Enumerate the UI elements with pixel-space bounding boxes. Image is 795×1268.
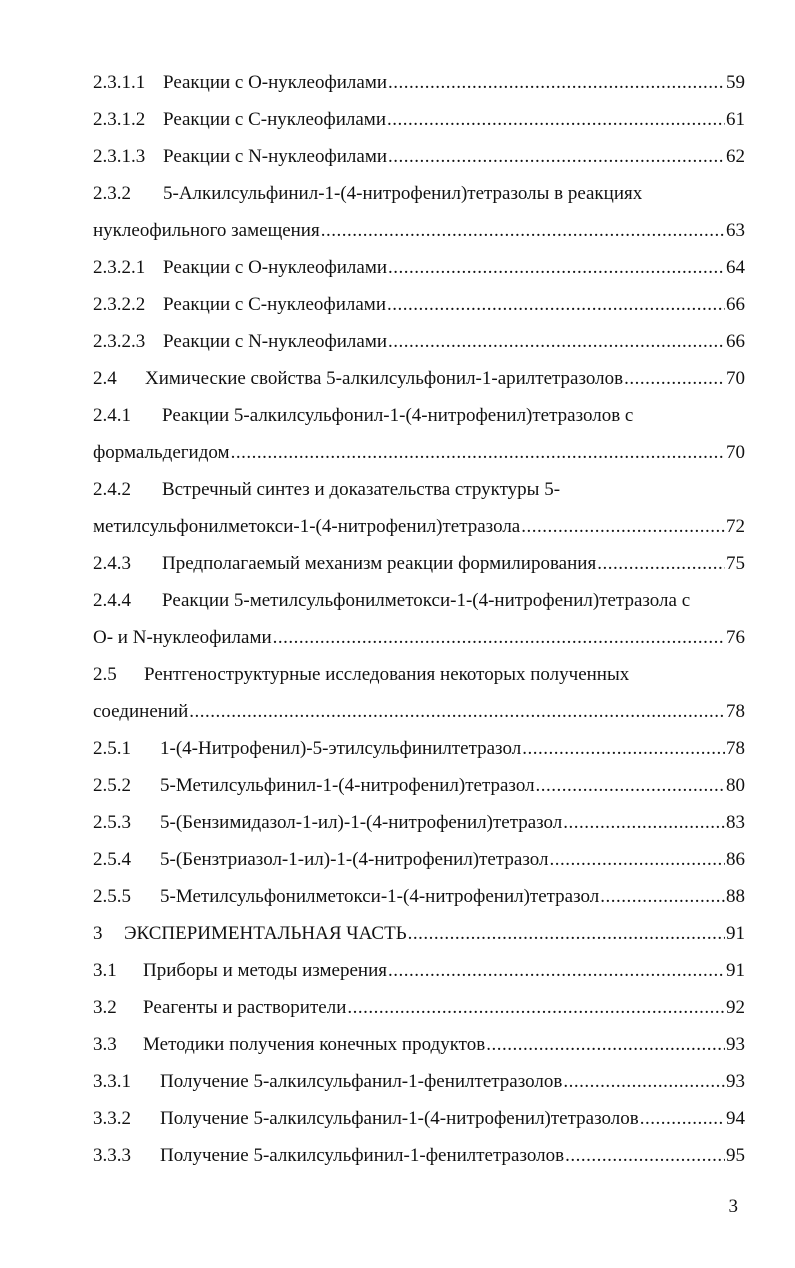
toc-dot-leader — [273, 619, 725, 656]
toc-entry-title: Встречный синтез и доказательства структуры 5- — [162, 479, 561, 500]
toc-entry-page: 72 — [726, 516, 745, 537]
toc-entry-title: 5-Метилсульфинил-1-(4-нитрофенил)тетразол — [160, 775, 535, 796]
toc-entry-2-4-1[interactable] — [93, 397, 745, 471]
toc-entry-number: 2.4.2 — [93, 479, 131, 500]
toc-entry-page: 66 — [726, 331, 745, 352]
toc-dot-leader — [640, 1100, 725, 1137]
toc-entry-title: 5-Метилсульфонилметокси-1-(4-нитрофенил)тетразол — [160, 886, 600, 907]
toc-entry-page: 64 — [726, 257, 745, 278]
toc-entry-3[interactable] — [93, 915, 745, 952]
toc-entry-2-3-2-2[interactable] — [93, 286, 745, 323]
toc-dot-leader — [388, 64, 725, 101]
toc-entry-title: Реакции с N-нуклеофилами — [163, 331, 388, 352]
toc-entry-3-3-1[interactable] — [93, 1063, 745, 1100]
toc-entry-first-line — [93, 656, 745, 693]
toc-entry-title: Реакции 5-метилсульфонилметокси-1-(4-нитрофенил)тетразола с — [162, 590, 691, 611]
toc-entry-2-4-2[interactable] — [93, 471, 745, 545]
toc-entry-page: 80 — [726, 775, 745, 796]
toc-dot-leader — [387, 101, 725, 138]
toc-entry-page: 70 — [726, 368, 745, 389]
toc-entry-page: 91 — [726, 960, 745, 981]
toc-entry-page: 88 — [726, 886, 745, 907]
toc-entry-2-4-3[interactable] — [93, 545, 745, 582]
toc-entry-page: 95 — [726, 1145, 745, 1166]
toc-entry-title: Методики получения конечных продуктов — [143, 1034, 486, 1055]
toc-entry-2-5-2[interactable] — [93, 767, 745, 804]
toc-entry-title: Реакции с С-нуклеофилами — [163, 294, 386, 315]
toc-entry-title: Реакции с О-нуклеофилами — [163, 257, 388, 278]
toc-entry-number: 2.5.5 — [93, 886, 131, 907]
toc-entry-2-5-1[interactable] — [93, 730, 745, 767]
toc-dot-leader — [522, 730, 725, 767]
toc-entry-continuation — [93, 508, 745, 545]
toc-entry-title-cont: О- и N-нуклеофилами — [93, 627, 272, 648]
toc-entry-number: 2.5.3 — [93, 812, 131, 833]
toc-entry-number: 3 — [93, 923, 103, 944]
toc-dot-leader — [486, 1026, 725, 1063]
toc-entry-page: 75 — [726, 553, 745, 574]
toc-dot-leader — [563, 804, 725, 841]
toc-entry-number: 2.3.1.2 — [93, 109, 146, 130]
toc-entry-page: 78 — [726, 701, 745, 722]
toc-entry-title: Приборы и методы измерения — [143, 960, 388, 981]
toc-entry-title: Реакции 5-алкилсульфонил-1-(4-нитрофенил)тетразолов с — [162, 405, 634, 426]
toc-entry-title: Химические свойства 5-алкилсульфонил-1-арилтетразолов — [145, 368, 624, 389]
toc-dot-leader — [624, 360, 725, 397]
toc-entry-continuation — [93, 434, 745, 471]
toc-entry-2-5-4[interactable] — [93, 841, 745, 878]
toc-entry-number: 2.5 — [93, 664, 117, 685]
toc-entry-2-4-4[interactable] — [93, 582, 745, 656]
toc-dot-leader — [189, 693, 725, 730]
toc-entry-page: 62 — [726, 146, 745, 167]
toc-dot-leader — [387, 286, 725, 323]
toc-entry-number: 2.5.4 — [93, 849, 131, 870]
toc-entry-number: 3.3.3 — [93, 1145, 131, 1166]
toc-entry-title: 1-(4-Нитрофенил)-5-этилсульфинилтетразол — [160, 738, 522, 759]
toc-entry-3-1[interactable] — [93, 952, 745, 989]
toc-entry-number: 2.5.2 — [93, 775, 131, 796]
toc-dot-leader — [563, 1063, 725, 1100]
toc-entry-number: 2.3.2 — [93, 183, 131, 204]
toc-entry-page: 93 — [726, 1071, 745, 1092]
toc-entry-title: 5-(Бензимидазол-1-ил)-1-(4-нитрофенил)тетразол — [160, 812, 563, 833]
toc-dot-leader — [388, 323, 725, 360]
toc-dot-leader — [388, 249, 725, 286]
toc-entry-title: Предполагаемый механизм реакции формилирования — [162, 553, 597, 574]
toc-entry-page: 78 — [726, 738, 745, 759]
toc-entry-2-4[interactable] — [93, 360, 745, 397]
toc-entry-number: 2.3.1.1 — [93, 72, 146, 93]
toc-entry-title: Реакции с N-нуклеофилами — [163, 146, 388, 167]
toc-dot-leader — [321, 212, 725, 249]
toc-entry-2-3-2-3[interactable] — [93, 323, 745, 360]
toc-entry-number: 2.3.2.1 — [93, 257, 146, 278]
toc-entry-page: 86 — [726, 849, 745, 870]
toc-entry-number: 2.3.2.2 — [93, 294, 146, 315]
toc-entry-number: 3.2 — [93, 997, 117, 1018]
toc-entry-page: 83 — [726, 812, 745, 833]
toc-entry-page: 92 — [726, 997, 745, 1018]
toc-dot-leader — [536, 767, 725, 804]
toc-entry-3-3-3[interactable] — [93, 1137, 745, 1174]
toc-dot-leader — [388, 952, 725, 989]
toc-dot-leader — [600, 878, 725, 915]
toc-entry-title: Получение 5-алкилсульфанил-1-фенилтетразолов — [160, 1071, 563, 1092]
toc-dot-leader — [388, 138, 725, 175]
toc-entry-title-cont: метилсульфонилметокси-1-(4-нитрофенил)тетразола — [93, 516, 521, 537]
toc-entry-page: 91 — [726, 923, 745, 944]
toc-entry-number: 2.4.1 — [93, 405, 131, 426]
toc-entry-number: 2.4.3 — [93, 553, 131, 574]
toc-dot-leader — [347, 989, 725, 1026]
toc-entry-3-3-2[interactable] — [93, 1100, 745, 1137]
toc-dot-leader — [521, 508, 725, 545]
toc-entry-title-cont: соединений — [93, 701, 189, 722]
toc-entry-first-line — [93, 471, 745, 508]
toc-entry-title-cont: формальдегидом — [93, 442, 230, 463]
toc-entry-number: 3.3 — [93, 1034, 117, 1055]
toc-entry-title: 5-Алкилсульфинил-1-(4-нитрофенил)тетразолы в реакциях — [163, 183, 643, 204]
toc-entry-continuation — [93, 693, 745, 730]
toc-entry-number: 2.3.2.3 — [93, 331, 146, 352]
toc-entry-number: 3.1 — [93, 960, 117, 981]
toc-dot-leader — [408, 915, 725, 952]
toc-entry-2-5-5[interactable] — [93, 878, 745, 915]
toc-entry-title: Получение 5-алкилсульфинил-1-фенилтетразолов — [160, 1145, 565, 1166]
table-of-contents — [93, 64, 745, 1174]
toc-entry-number: 2.3.1.3 — [93, 146, 146, 167]
toc-entry-2-3-1-3[interactable] — [93, 138, 745, 175]
toc-entry-page: 61 — [726, 109, 745, 130]
page-number: 3 — [728, 1196, 738, 1217]
toc-entry-page: 70 — [726, 442, 745, 463]
toc-entry-number: 2.4.4 — [93, 590, 131, 611]
toc-entry-3-2[interactable] — [93, 989, 745, 1026]
toc-dot-leader — [565, 1137, 725, 1174]
toc-entry-title: Получение 5-алкилсульфанил-1-(4-нитрофенил)тетразолов — [160, 1108, 639, 1129]
toc-entry-number: 3.3.2 — [93, 1108, 131, 1129]
toc-entry-2-3-2-1[interactable] — [93, 249, 745, 286]
toc-entry-title: Реагенты и растворители — [143, 997, 347, 1018]
toc-entry-page: 59 — [726, 72, 745, 93]
toc-entry-page: 76 — [726, 627, 745, 648]
toc-entry-title: Рентгеноструктурные исследования некоторых полученных — [144, 664, 630, 685]
toc-entry-title: Реакции с О-нуклеофилами — [163, 72, 388, 93]
toc-entry-3-3[interactable] — [93, 1026, 745, 1063]
toc-entry-first-line — [93, 582, 745, 619]
toc-entry-page: 93 — [726, 1034, 745, 1055]
toc-entry-title: Реакции с С-нуклеофилами — [163, 109, 386, 130]
toc-entry-2-3-1-1[interactable] — [93, 64, 745, 101]
toc-dot-leader — [597, 545, 725, 582]
toc-entry-title: ЭКСПЕРИМЕНТАЛЬНАЯ ЧАСТЬ — [124, 923, 407, 944]
toc-entry-2-3-1-2[interactable] — [93, 101, 745, 138]
toc-entry-continuation — [93, 212, 745, 249]
toc-entry-number: 2.5.1 — [93, 738, 131, 759]
toc-entry-page: 94 — [726, 1108, 745, 1129]
toc-entry-page: 66 — [726, 294, 745, 315]
toc-entry-continuation — [93, 619, 745, 656]
toc-entry-page: 63 — [726, 220, 745, 241]
toc-dot-leader — [231, 434, 725, 471]
toc-entry-2-3-2[interactable] — [93, 175, 745, 249]
toc-entry-number: 2.4 — [93, 368, 117, 389]
toc-entry-title-cont: нуклеофильного замещения — [93, 220, 320, 241]
toc-entry-title: 5-(Бензтриазол-1-ил)-1-(4-нитрофенил)тетразол — [160, 849, 549, 870]
toc-entry-first-line — [93, 397, 745, 434]
toc-entry-2-5-3[interactable] — [93, 804, 745, 841]
toc-entry-first-line — [93, 175, 745, 212]
toc-entry-2-5[interactable] — [93, 656, 745, 730]
toc-entry-number: 3.3.1 — [93, 1071, 131, 1092]
toc-dot-leader — [549, 841, 725, 878]
